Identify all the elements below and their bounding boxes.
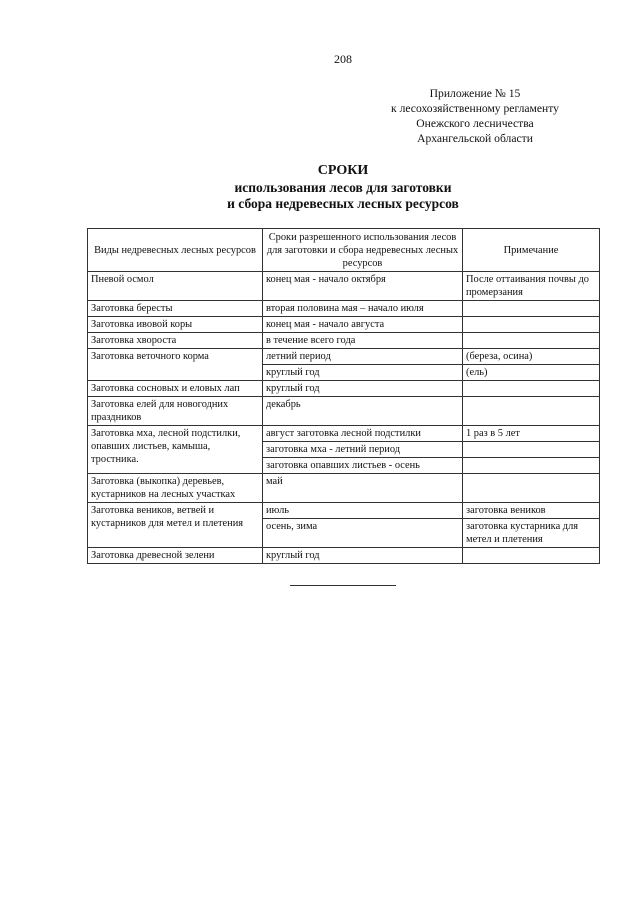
note-cell <box>463 474 600 503</box>
resource-type-cell: Заготовка хвороста <box>88 333 263 349</box>
resource-type-cell: Заготовка елей для новогодних праздников <box>88 397 263 426</box>
term-cell: круглый год <box>263 365 463 381</box>
header-cell-terms: Сроки разрешенного использования лесов для заготовки и сбора недревесных лесных ресурсов <box>263 229 463 272</box>
appendix-line: Архангельской области <box>417 132 533 145</box>
note-cell <box>463 458 600 474</box>
appendix-block <box>330 86 620 146</box>
table-row <box>88 474 600 503</box>
note-cell <box>463 333 600 349</box>
term-cell: летний период <box>263 349 463 365</box>
document-title <box>0 162 640 212</box>
note-cell: (ель) <box>463 365 600 381</box>
table-row <box>88 301 600 317</box>
note-cell: заготовка веников <box>463 503 600 519</box>
title-line: и сбора недревесных лесных ресурсов <box>227 196 459 211</box>
title-main: СРОКИ <box>317 163 369 178</box>
term-cell: вторая половина мая – начало июля <box>263 301 463 317</box>
table-row <box>88 333 600 349</box>
term-cell: заготовка опавших листьев - осень <box>263 458 463 474</box>
note-cell <box>463 397 600 426</box>
resource-type-cell: Пневой осмол <box>88 272 263 301</box>
term-cell: круглый год <box>263 548 463 564</box>
resource-type-cell: Заготовка веников, ветвей и кустарников для метел и плетения <box>88 503 263 548</box>
table-row <box>88 381 600 397</box>
term-cell: конец мая - начало августа <box>263 317 463 333</box>
table-body <box>88 272 600 564</box>
note-cell <box>463 317 600 333</box>
resource-type-cell: Заготовка древесной зелени <box>88 548 263 564</box>
resource-type-cell: Заготовка сосновых и еловых лап <box>88 381 263 397</box>
table-row <box>88 503 600 519</box>
footer-rule <box>290 585 396 586</box>
resource-type-cell: Заготовка веточного корма <box>88 349 263 381</box>
table-header-row <box>88 229 600 272</box>
term-cell: май <box>263 474 463 503</box>
table-row <box>88 426 600 442</box>
resource-type-cell: Заготовка ивовой коры <box>88 317 263 333</box>
resources-terms-table <box>87 228 600 564</box>
note-cell: 1 раз в 5 лет <box>463 426 600 442</box>
appendix-line: Приложение № 15 <box>429 87 521 100</box>
note-cell: (береза, осина) <box>463 349 600 365</box>
term-cell: осень, зима <box>263 519 463 548</box>
note-cell: После оттаивания почвы до промерзания <box>463 272 600 301</box>
note-cell: заготовка кустарника для метел и плетения <box>463 519 600 548</box>
note-cell <box>463 442 600 458</box>
header-cell-type: Виды недревесных лесных ресурсов <box>88 229 263 272</box>
table-row <box>88 317 600 333</box>
term-cell: в течение всего года <box>263 333 463 349</box>
term-cell: заготовка мха - летний период <box>263 442 463 458</box>
table-row <box>88 548 600 564</box>
note-cell <box>463 548 600 564</box>
note-cell <box>463 301 600 317</box>
resource-type-cell: Заготовка (выкопка) деревьев, кустарников на лесных участках <box>88 474 263 503</box>
term-cell: круглый год <box>263 381 463 397</box>
appendix-line: Онежского лесничества <box>416 117 534 130</box>
header-cell-notes: Примечание <box>463 229 600 272</box>
term-cell: конец мая - начало октября <box>263 272 463 301</box>
term-cell: декабрь <box>263 397 463 426</box>
appendix-line: к лесохозяйственному регламенту <box>391 102 559 115</box>
table-row <box>88 272 600 301</box>
resource-type-cell: Заготовка мха, лесной подстилки, опавших листьев, камыша, тростника. <box>88 426 263 474</box>
term-cell: август заготовка лесной подстилки <box>263 426 463 442</box>
page-number: 208 <box>334 52 352 66</box>
term-cell: июль <box>263 503 463 519</box>
table-row <box>88 349 600 365</box>
title-line: использования лесов для заготовки <box>234 180 452 195</box>
table-row <box>88 397 600 426</box>
note-cell <box>463 381 600 397</box>
resource-type-cell: Заготовка бересты <box>88 301 263 317</box>
